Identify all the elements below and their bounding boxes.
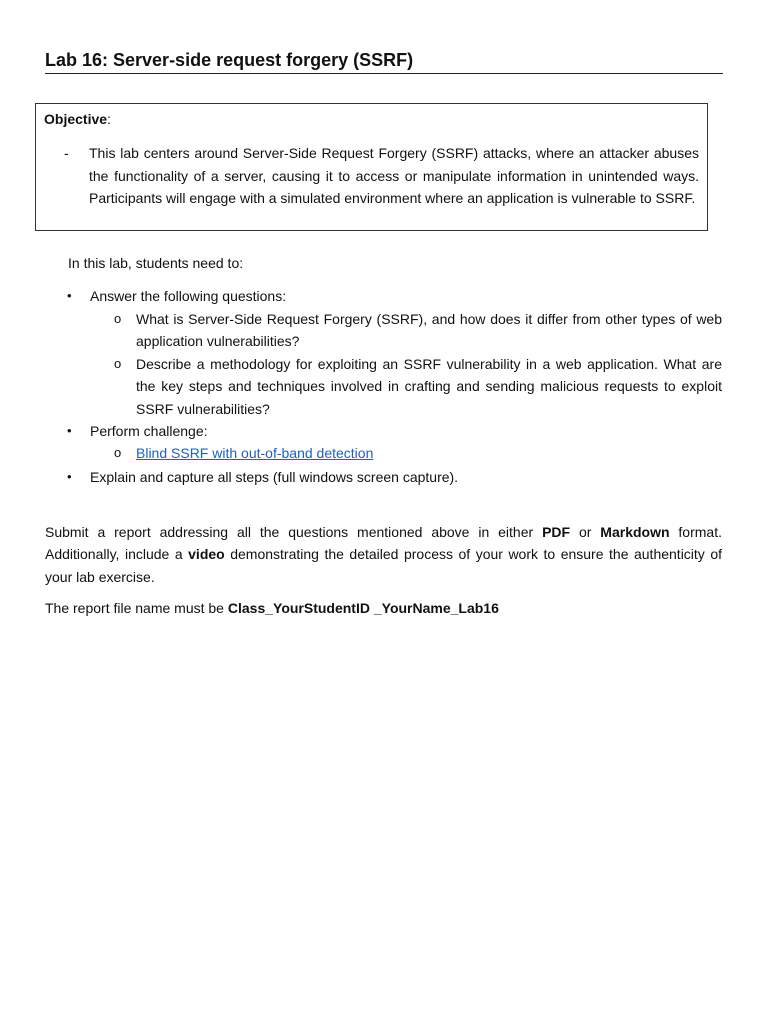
bullet-icon: • <box>67 423 72 438</box>
format-markdown: Markdown <box>600 524 670 540</box>
objective-dash-marker: - <box>64 145 69 161</box>
submission-text-3: format. Additionally, include a <box>45 524 722 563</box>
task-answer-questions: Answer the following questions: <box>90 288 287 304</box>
bullet-icon: • <box>67 469 72 484</box>
filename-prefix: The report file name must be <box>45 600 228 616</box>
sub-bullet-icon: o <box>114 356 122 371</box>
video-keyword: video <box>188 546 225 563</box>
intro-text: In this lab, students need to: <box>68 255 244 271</box>
question-2: Describe a methodology for exploiting an SSRF vulnerability in a web application. What are the key steps and techniques involved in crafting and sending malicious requests to exploit SSRF vulnerabilities? <box>136 356 722 417</box>
question-1: What is Server-Side Request Forgery (SSRF), and how does it differ from other types of web application vulnerabilities? <box>136 311 722 350</box>
filename-paragraph <box>45 598 722 618</box>
task-perform-challenge: Perform challenge: <box>90 423 208 439</box>
objective-box <box>35 103 708 231</box>
document-title: Lab 16: Server-side request forgery (SSRF) <box>45 50 414 70</box>
filename-value: Class_YourStudentID _YourName_Lab16 <box>227 600 499 616</box>
bullet-icon: • <box>67 288 72 303</box>
challenge-link[interactable]: Blind SSRF with out-of-band detection <box>136 445 374 461</box>
format-pdf: PDF <box>542 524 571 540</box>
objective-text: This lab centers around Server-Side Request Forgery (SSRF) attacks, where an attacker abuses the functionality of a server, causing it to access or manipulate information in unintended ways. Participants will engage with a simulated environment where an application is vulnerable to SSRF. <box>89 145 699 206</box>
objective-heading <box>44 109 111 129</box>
objective-label: Objective <box>44 111 108 127</box>
submission-text-4: demonstrating the detailed process of your work to ensure the authenticity of your lab exercise. <box>45 546 722 585</box>
submission-text-1: Submit a report addressing all the questions mentioned above in either <box>45 524 543 540</box>
submission-text-2: or <box>570 524 601 540</box>
objective-colon: : <box>107 111 111 127</box>
submission-paragraph <box>45 521 722 588</box>
title-underline <box>45 73 723 74</box>
task-explain-capture: Explain and capture all steps (full windows screen capture). <box>90 469 459 485</box>
sub-bullet-icon: o <box>114 311 122 326</box>
sub-bullet-icon: o <box>114 445 122 460</box>
